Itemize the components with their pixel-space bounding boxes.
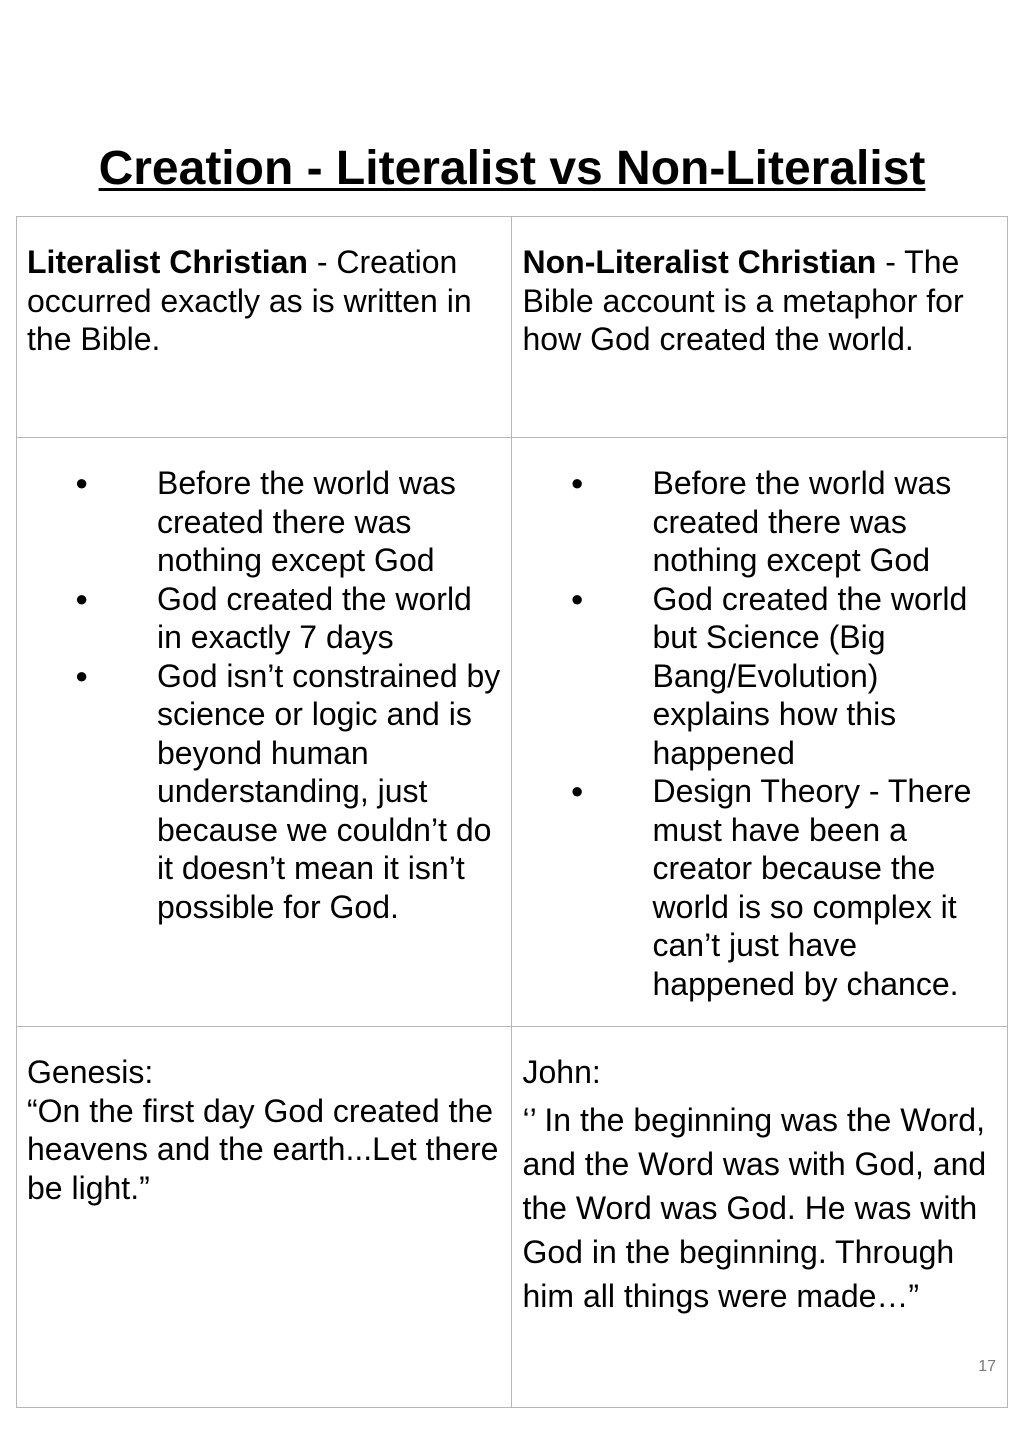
bullet-icon: ● <box>75 662 89 688</box>
definitions-row <box>17 217 1008 438</box>
page-title-text: Creation - Literalist vs Non-Literalist <box>98 142 926 195</box>
non-literalist-definition: - The Bible account is a metaphor for how God created the world. <box>522 244 964 357</box>
non-literalist-term: Non-Literalist Christian <box>522 244 877 280</box>
bullet-icon: ● <box>75 470 89 495</box>
literalist-beliefs-cell <box>17 438 512 1027</box>
john-source: John: <box>522 1054 601 1090</box>
list-item-text: Before the world was created there was nothing except God <box>157 465 456 578</box>
quotes-row <box>17 1027 1008 1408</box>
john-quote: ‘’ In the beginning was the Word, and the Word was with God, and the Word was God. He was with God in the beginning. Through him all things were made…” <box>522 1101 987 1314</box>
genesis-source: Genesis: <box>27 1054 154 1090</box>
bullet-icon: ● <box>570 470 584 495</box>
list-item <box>17 657 501 927</box>
list-item <box>17 464 501 580</box>
genesis-quote-cell <box>17 1027 512 1408</box>
list-item <box>512 772 997 1003</box>
beliefs-row <box>17 438 1008 1027</box>
bullet-icon: ● <box>570 778 584 803</box>
page-title <box>0 140 1024 198</box>
comparison-table <box>16 216 1008 1408</box>
list-item-text: God isn’t constrained by science or logic and is beyond human understanding, just because we couldn’t do it doesn’t mean it isn’t possible for God. <box>157 657 501 925</box>
literalist-term: Literalist Christian <box>27 244 308 280</box>
literalist-beliefs-list <box>17 438 511 926</box>
list-item-text: God created the world in exactly 7 days <box>157 580 472 655</box>
list-item-text: Design Theory - There must have been a creator because the world is so complex it can’t just have happened by chance. <box>652 773 972 1002</box>
non-literalist-beliefs-cell <box>512 438 1008 1027</box>
literalist-definition-cell <box>17 217 512 438</box>
bullet-icon: ● <box>570 585 584 611</box>
list-item <box>512 464 997 580</box>
list-item <box>512 580 997 773</box>
bullet-icon: ● <box>75 585 89 611</box>
page-number: 17 <box>978 1358 996 1375</box>
genesis-quote: “On the first day God created the heavens and the earth...Let there be light.” <box>27 1092 499 1206</box>
literalist-definition: - Creation occurred exactly as is written in the Bible. <box>27 244 472 357</box>
john-quote-cell <box>512 1027 1008 1408</box>
list-item-text: God created the world but Science (Big Bang/Evolution) explains how this happened <box>652 580 968 771</box>
list-item <box>17 580 501 657</box>
non-literalist-beliefs-list <box>512 438 1007 1003</box>
list-item-text: Before the world was created there was nothing except God <box>652 465 952 578</box>
non-literalist-definition-cell <box>512 217 1008 438</box>
